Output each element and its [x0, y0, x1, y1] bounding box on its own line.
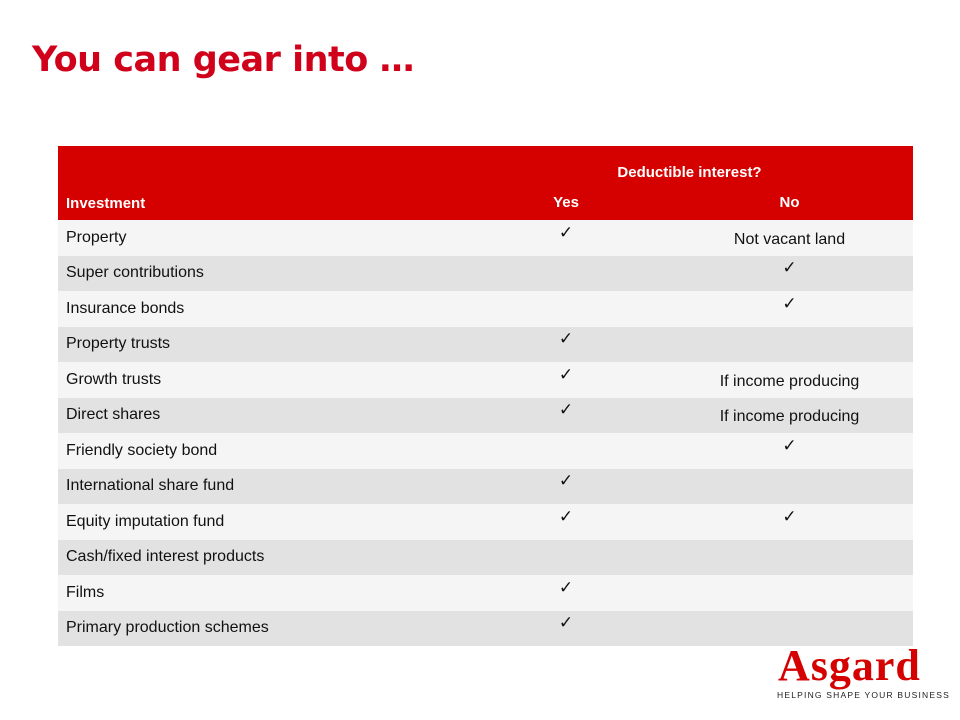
deductible-no-cell: [666, 362, 913, 398]
logo-wordmark: Asgard: [778, 641, 921, 690]
checkmark-icon: ✓: [558, 506, 574, 527]
investment-name: Property: [66, 228, 127, 246]
deductible-no-cell: [666, 220, 913, 256]
table-row: [58, 256, 913, 292]
checkmark-icon: ✓: [558, 471, 574, 492]
cell-text: If income producing: [719, 372, 860, 390]
deductible-yes-cell: [466, 398, 666, 434]
column-group-header-deductible-interest: Deductible interest?: [617, 164, 762, 181]
deductible-yes-cell: [466, 504, 666, 540]
table-header-row: [58, 146, 913, 185]
checkmark-icon: ✓: [558, 222, 574, 243]
column-header-no: No: [779, 194, 800, 211]
deductible-yes-cell: [466, 291, 666, 327]
deductible-yes-cell: [466, 256, 666, 292]
deductible-no-cell: [666, 398, 913, 434]
checkmark-icon: ✓: [558, 613, 574, 634]
table-row: [58, 327, 913, 363]
investment-name: Cash/fixed interest products: [66, 548, 265, 566]
deductible-no-cell: [666, 327, 913, 363]
table-row: [58, 469, 913, 505]
deductible-no-cell: [666, 469, 913, 505]
checkmark-icon: ✓: [558, 329, 574, 350]
cell-text: Not vacant land: [733, 230, 846, 248]
investment-name: Insurance bonds: [66, 299, 185, 317]
column-header-yes: Yes: [553, 194, 579, 211]
deductible-interest-table: [58, 146, 913, 646]
investment-name: Super contributions: [66, 264, 204, 282]
deductible-no-cell: [666, 433, 913, 469]
deductible-no-cell: [666, 291, 913, 327]
investment-name: Films: [66, 583, 105, 601]
investment-name: International share fund: [66, 477, 235, 495]
checkmark-icon: ✓: [782, 506, 797, 527]
checkmark-icon: ✓: [782, 258, 797, 279]
table-row: [58, 220, 913, 256]
table-row: [58, 504, 913, 540]
table-row: [58, 575, 913, 611]
checkmark-icon: ✓: [558, 577, 574, 598]
page-title: You can gear into …: [32, 40, 414, 80]
investment-name: Growth trusts: [66, 370, 162, 388]
deductible-yes-cell: [466, 327, 666, 363]
table-row: [58, 291, 913, 327]
investment-name: Equity imputation fund: [66, 512, 225, 530]
investment-name: Direct shares: [66, 406, 161, 424]
investment-name: Friendly society bond: [66, 441, 218, 459]
deductible-yes-cell: [466, 611, 666, 647]
asgard-logo: [770, 640, 951, 705]
deductible-yes-cell: [466, 362, 666, 398]
deductible-yes-cell: [466, 575, 666, 611]
deductible-yes-cell: [466, 469, 666, 505]
deductible-yes-cell: [466, 433, 666, 469]
checkmark-icon: ✓: [558, 400, 574, 421]
deductible-no-cell: [666, 540, 913, 576]
checkmark-icon: ✓: [782, 435, 797, 456]
table-row: [58, 433, 913, 469]
deductible-no-cell: [666, 504, 913, 540]
checkmark-icon: ✓: [558, 364, 574, 385]
table-row: [58, 540, 913, 576]
deductible-yes-cell: [466, 220, 666, 256]
checkmark-icon: ✓: [782, 293, 797, 314]
deductible-yes-cell: [466, 540, 666, 576]
deductible-no-cell: [666, 256, 913, 292]
logo-tagline: HELPING SHAPE YOUR BUSINESS: [777, 690, 951, 700]
column-header-investment: Investment: [66, 195, 146, 212]
table-row: [58, 398, 913, 434]
cell-text: If income producing: [719, 408, 860, 426]
investment-name: Property trusts: [66, 335, 171, 353]
table-row: [58, 362, 913, 398]
deductible-no-cell: [666, 575, 913, 611]
investment-name: Primary production schemes: [66, 619, 269, 637]
